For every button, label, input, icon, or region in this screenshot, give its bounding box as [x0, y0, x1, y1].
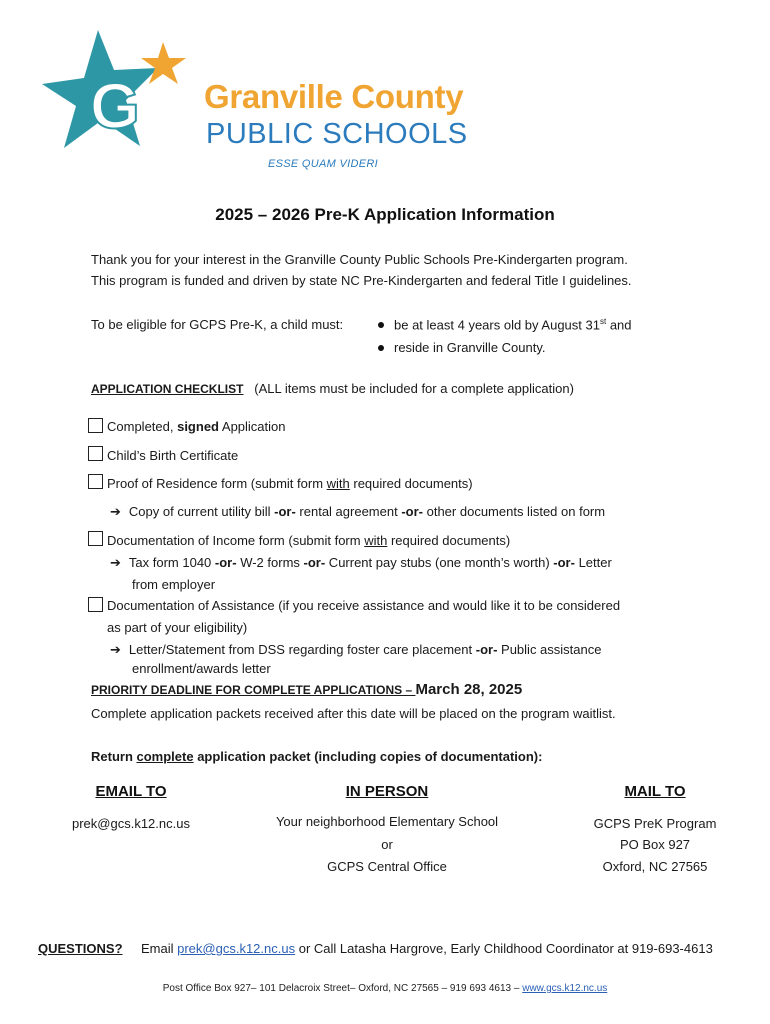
- arrow-right-icon: ➔: [110, 504, 121, 519]
- checklist-subitem-income: ➔ Tax form 1040 -or- W-2 forms -or- Current pay stubs (one month’s worth) -or- Letter: [110, 555, 612, 570]
- checkbox-birth-certificate[interactable]: [88, 446, 103, 461]
- in-person-line-3: GCPS Central Office: [327, 859, 447, 874]
- checklist-item-assistance-cont: as part of your eligibility): [107, 620, 248, 635]
- in-person-line-2: or: [381, 837, 393, 852]
- org-subtitle: PUBLIC SCHOOLS: [206, 118, 468, 150]
- email-to-heading: EMAIL TO: [95, 783, 167, 800]
- checklist-heading: APPLICATION CHECKLIST (ALL items must be included for a complete application): [91, 381, 574, 396]
- intro-line-2: This program is funded and driven by state NC Pre-Kindergarten and federal Title I guidelines.: [91, 273, 632, 288]
- checklist-item-residence: Proof of Residence form (submit form with required documents): [107, 476, 473, 491]
- email-to-address[interactable]: prek@gcs.k12.nc.us: [72, 816, 190, 831]
- checklist-subitem-assistance-cont: enrollment/awards letter: [132, 661, 271, 676]
- in-person-line-1: Your neighborhood Elementary School: [275, 814, 499, 829]
- mail-to-line-3: Oxford, NC 27565: [602, 859, 708, 874]
- checklist-item-application: Completed, signed Application: [107, 419, 286, 434]
- eligibility-item-residence: reside in Granville County.: [378, 340, 546, 355]
- arrow-right-icon: ➔: [110, 555, 121, 570]
- logo-g-letter: G: [90, 70, 140, 142]
- intro-line-1: Thank you for your interest in the Granville County Public Schools Pre-Kindergarten program.: [91, 252, 628, 267]
- bullet-icon: [378, 322, 384, 328]
- deadline-note: Complete application packets received after this date will be placed on the program waitlist.: [91, 706, 616, 721]
- return-instructions: Return complete application packet (including copies of documentation):: [91, 749, 543, 764]
- checklist-item-income: Documentation of Income form (submit form with required documents): [107, 533, 511, 548]
- checklist-subitem-income-cont: from employer: [132, 577, 216, 592]
- bullet-icon: [378, 345, 384, 351]
- checkbox-application[interactable]: [88, 418, 103, 433]
- checkbox-assistance[interactable]: [88, 597, 103, 612]
- page-footer: Post Office Box 927– 101 Delacroix Street– Oxford, NC 27565 – 919 693 4613 – www.gcs.k12.nc.us: [162, 983, 608, 994]
- mail-to-line-2: PO Box 927: [619, 837, 691, 852]
- in-person-heading: IN PERSON: [345, 783, 429, 800]
- mail-to-line-1: GCPS PreK Program: [593, 816, 717, 831]
- arrow-right-icon: ➔: [110, 642, 121, 657]
- questions-label: QUESTIONS?: [38, 941, 123, 956]
- questions-contact: Email prek@gcs.k12.nc.us or Call Latasha Hargrove, Early Childhood Coordinator at 919-693-4613: [141, 941, 713, 956]
- page-title: 2025 – 2026 Pre-K Application Information: [215, 205, 555, 224]
- org-motto: ESSE QUAM VIDERI: [268, 158, 378, 170]
- mail-to-heading: MAIL TO: [624, 783, 686, 800]
- questions-email-link[interactable]: prek@gcs.k12.nc.us: [177, 941, 296, 956]
- footer-website-link[interactable]: www.gcs.k12.nc.us: [522, 983, 608, 994]
- org-name: Granville County: [204, 78, 464, 115]
- checklist-subitem-residence: ➔ Copy of current utility bill -or- rental agreement -or- other documents listed on form: [110, 504, 606, 519]
- checklist-item-assistance: Documentation of Assistance (if you receive assistance and would like it to be considered: [107, 598, 621, 613]
- eligibility-label: To be eligible for GCPS Pre-K, a child must:: [91, 317, 344, 332]
- priority-deadline: PRIORITY DEADLINE FOR COMPLETE APPLICATIONS – March 28, 2025: [91, 681, 523, 698]
- checklist-item-birth-certificate: Child’s Birth Certificate: [107, 448, 239, 463]
- checkbox-income[interactable]: [88, 531, 103, 546]
- eligibility-item-age: be at least 4 years old by August 31st and: [378, 317, 632, 332]
- district-logo: [40, 28, 200, 178]
- checklist-subitem-assistance: ➔ Letter/Statement from DSS regarding foster care placement -or- Public assistance: [110, 642, 602, 657]
- checkbox-residence[interactable]: [88, 474, 103, 489]
